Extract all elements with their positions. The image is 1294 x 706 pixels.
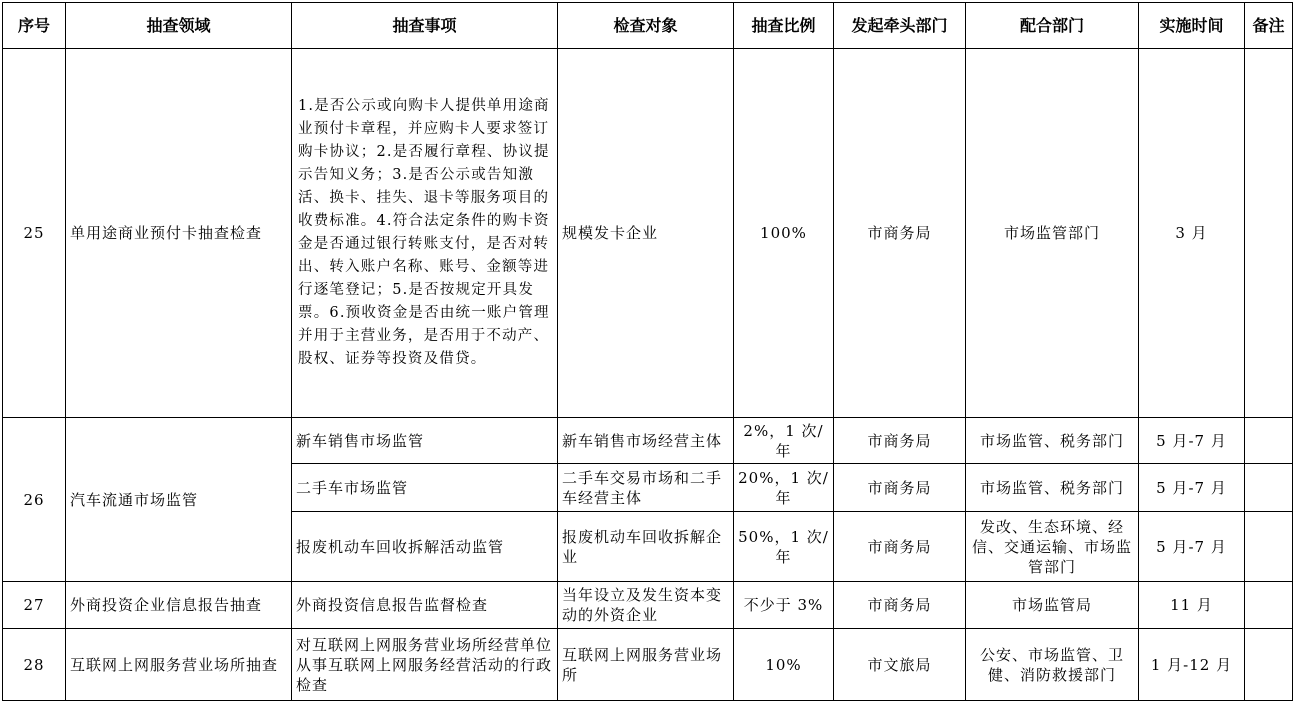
- row-lead-dept: 市商务局: [834, 49, 966, 418]
- header-row: [3, 3, 1293, 49]
- row-note: [1245, 512, 1293, 582]
- row-items: 报废机动车回收拆解活动监管: [292, 512, 558, 582]
- row-object: 报废机动车回收拆解企业: [558, 512, 734, 582]
- row-time: 11 月: [1139, 582, 1245, 629]
- row-items: 1.是否公示或向购卡人提供单用途商业预付卡章程，并应购卡人要求签订购卡协议；2.是否履行章程、协议提示告知义务；3.是否公示或告知激活、换卡、挂失、退卡等服务项目的收费标准。4.符合法定条件的购卡资金是否通过银行转账支付，是否对转出、转入账户名称、账号、金额等进行逐笔登记；5.是否按规定开具发票。6.预收资金是否由统一账户管理并用于主营业务，是否用于不动产、股权、证券等投资及借贷。: [292, 49, 558, 418]
- row-note: [1245, 629, 1293, 701]
- table-row: [3, 49, 1293, 418]
- row-coop-dept: 公安、市场监管、卫健、消防救援部门: [966, 629, 1139, 701]
- row-note: [1245, 582, 1293, 629]
- row-lead-dept: 市文旅局: [834, 629, 966, 701]
- header-ratio: 抽查比例: [734, 3, 834, 49]
- row-no: 27: [3, 582, 66, 629]
- header-object: 检查对象: [558, 3, 734, 49]
- row-items: 外商投资信息报告监督检查: [292, 582, 558, 629]
- row-time: 5 月-7 月: [1139, 418, 1245, 464]
- row-field: 汽车流通市场监管: [66, 418, 292, 582]
- row-no: 26: [3, 418, 66, 582]
- row-items: 二手车市场监管: [292, 464, 558, 512]
- row-note: [1245, 49, 1293, 418]
- row-object: 当年设立及发生资本变动的外资企业: [558, 582, 734, 629]
- row-ratio: 不少于 3%: [734, 582, 834, 629]
- row-no: 28: [3, 629, 66, 701]
- inspection-table: [2, 2, 1293, 701]
- row-coop-dept: 市场监管部门: [966, 49, 1139, 418]
- row-items: 新车销售市场监管: [292, 418, 558, 464]
- row-time: 3 月: [1139, 49, 1245, 418]
- row-coop-dept: 发改、生态环境、经信、交通运输、市场监管部门: [966, 512, 1139, 582]
- row-field: 外商投资企业信息报告抽查: [66, 582, 292, 629]
- row-lead-dept: 市商务局: [834, 418, 966, 464]
- row-ratio: 20%，1 次/年: [734, 464, 834, 512]
- table-row: [3, 629, 1293, 701]
- row-time: 5 月-7 月: [1139, 512, 1245, 582]
- row-lead-dept: 市商务局: [834, 512, 966, 582]
- row-coop-dept: 市场监管、税务部门: [966, 464, 1139, 512]
- row-ratio: 50%，1 次/年: [734, 512, 834, 582]
- row-ratio: 2%，1 次/年: [734, 418, 834, 464]
- row-ratio: 100%: [734, 49, 834, 418]
- row-object: 二手车交易市场和二手车经营主体: [558, 464, 734, 512]
- row-ratio: 10%: [734, 629, 834, 701]
- row-coop-dept: 市场监管、税务部门: [966, 418, 1139, 464]
- row-lead-dept: 市商务局: [834, 582, 966, 629]
- row-field: 单用途商业预付卡抽查检查: [66, 49, 292, 418]
- header-coop-dept: 配合部门: [966, 3, 1139, 49]
- table-row: [3, 418, 1293, 464]
- row-coop-dept: 市场监管局: [966, 582, 1139, 629]
- row-object: 互联网上网服务营业场所: [558, 629, 734, 701]
- header-field: 抽查领域: [66, 3, 292, 49]
- header-note: 备注: [1245, 3, 1293, 49]
- row-items: 对互联网上网服务营业场所经营单位从事互联网上网服务经营活动的行政检查: [292, 629, 558, 701]
- header-time: 实施时间: [1139, 3, 1245, 49]
- row-time: 1 月-12 月: [1139, 629, 1245, 701]
- row-lead-dept: 市商务局: [834, 464, 966, 512]
- row-no: 25: [3, 49, 66, 418]
- row-note: [1245, 418, 1293, 464]
- header-lead-dept: 发起牵头部门: [834, 3, 966, 49]
- row-note: [1245, 464, 1293, 512]
- header-no: 序号: [3, 3, 66, 49]
- row-object: 规模发卡企业: [558, 49, 734, 418]
- row-object: 新车销售市场经营主体: [558, 418, 734, 464]
- row-field: 互联网上网服务营业场所抽查: [66, 629, 292, 701]
- header-items: 抽查事项: [292, 3, 558, 49]
- table-row: [3, 582, 1293, 629]
- row-time: 5 月-7 月: [1139, 464, 1245, 512]
